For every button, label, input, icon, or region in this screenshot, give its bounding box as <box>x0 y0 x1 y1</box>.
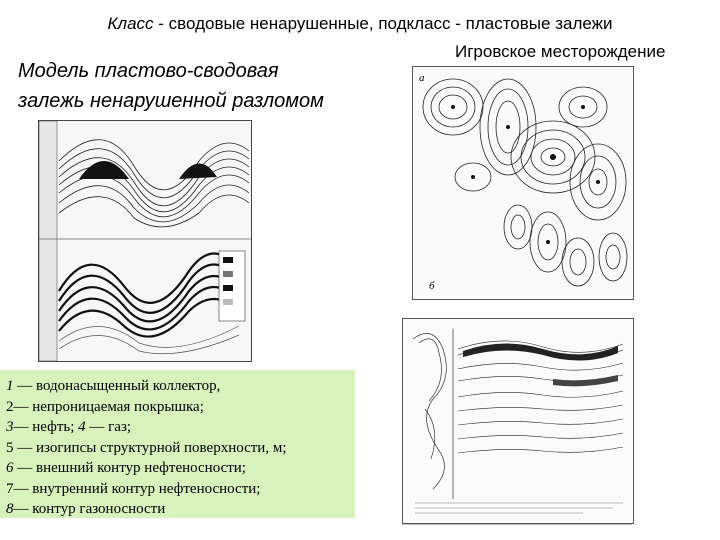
legend-num: 2 <box>6 398 14 415</box>
legend-text: — внутренний контур нефтеносности; <box>13 480 261 497</box>
legend-text: — контур газоносности <box>13 501 166 517</box>
structural-map-figure <box>412 66 634 300</box>
legend-box <box>0 370 355 518</box>
legend-text: — нефть; <box>13 419 79 435</box>
legend-text: — водонасыщенный коллектор, <box>13 378 221 394</box>
legend-item <box>6 499 355 520</box>
geologic-section-figure <box>402 318 634 524</box>
deposit-caption: Игровское месторождение <box>455 42 666 61</box>
legend-num: 4 <box>78 419 86 435</box>
legend-text: — газ; <box>85 419 132 435</box>
model-caption <box>18 56 378 116</box>
map-label-a: а <box>419 72 425 84</box>
slide-title <box>0 14 720 34</box>
title-rest: - сводовые ненарушенные, подкласс - пластовые залежи <box>153 14 613 33</box>
title-class-word: Класс <box>107 14 154 33</box>
legend-text: — изогипсы структурной поверхности, м; <box>13 439 287 456</box>
geologic-section-drawing <box>403 319 633 523</box>
structural-map-drawing <box>413 67 633 299</box>
legend-num: 1 <box>6 378 14 394</box>
map-label-b: б <box>429 280 435 292</box>
anticline-section-figure <box>38 120 252 362</box>
model-caption-line2: залежь ненарушенной разломом <box>18 90 324 112</box>
legend-num: 8 <box>6 501 14 517</box>
legend-num: 7 <box>6 480 14 497</box>
legend-text: — внешний контур нефтеносности; <box>13 460 246 476</box>
legend-text: — непроницаемая покрышка; <box>13 398 204 415</box>
anticline-section-drawing <box>39 121 251 361</box>
legend-item <box>6 397 355 418</box>
legend-item <box>6 417 355 438</box>
legend-item <box>6 458 355 479</box>
model-caption-line1: Модель пластово-сводовая <box>18 60 279 82</box>
legend-item <box>6 438 355 459</box>
legend-item <box>6 376 355 397</box>
legend-item <box>6 479 355 500</box>
divider-line <box>402 524 632 525</box>
legend-num: 5 <box>6 439 14 456</box>
legend-num: 6 <box>6 460 14 476</box>
legend-num: 3 <box>6 419 14 435</box>
